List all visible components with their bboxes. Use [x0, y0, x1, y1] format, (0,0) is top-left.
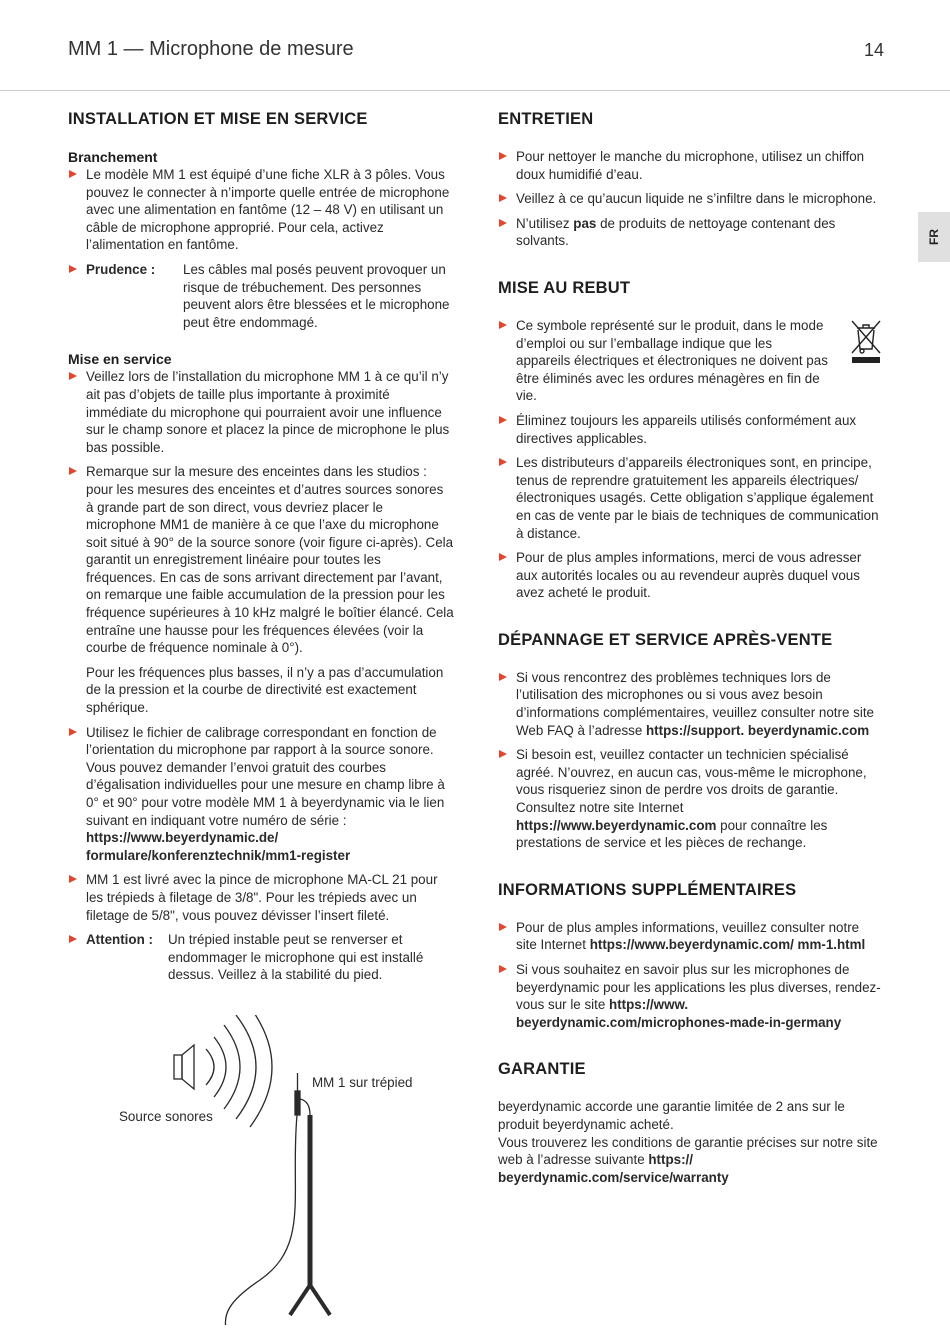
page-header-title: MM 1 — Microphone de mesure — [68, 38, 354, 60]
section-depannage — [498, 629, 882, 852]
subsection-mise-en-service — [68, 350, 454, 984]
attention-label: Attention : — [86, 932, 153, 948]
warranty-text-line: Vous trouverez les conditions de garantie précises sur notre site web à l’adresse suivante — [498, 1134, 878, 1168]
speaker-icon — [174, 1055, 182, 1079]
list-item: Le modèle MM 1 est équipé d’une fiche XLR à 3 pôles. Vous pouvez le connecter à n’importe quelle entrée de microphone avec une alimentation en fantôme (12 – 48 V) en utilisant un câble de microphone approprié. Pour cela, activez l’alimentation en fantôme. — [68, 166, 454, 254]
microphones-link[interactable]: https://www. beyerdynamic.com/microphones-made-in-germany — [516, 997, 842, 1030]
list-item-text: N’utilisez — [516, 215, 574, 231]
section-title-entretien: ENTRETIEN — [498, 110, 594, 128]
section-rebut — [498, 277, 882, 602]
list-item: Veillez lors de l’installation du microphone MM 1 à ce qu’il n’y ait pas d’objets de taille plus importante à proximité immédiate du microphone qui pourraient avoir une influence sur le champ sonore et placez la pince de microphone le plus bas possible. — [68, 368, 454, 456]
list-item-text: Si besoin est, veuillez contacter un technicien spécialisé agréé. N’ouvrez, en aucun cas, vous-même le microphone, vous risqueriez sinon de perdre vos droits de garantie. Consultez notre site Internet — [516, 747, 867, 816]
right-column — [498, 108, 882, 1186]
product-page-link[interactable]: https://www.beyerdynamic.com/ mm-1.html — [589, 937, 866, 953]
list-item — [498, 317, 882, 405]
list-item — [498, 961, 882, 1031]
register-link[interactable]: https://www.beyerdynamic.de/ formulare/konferenztechnik/mm1-register — [86, 830, 351, 863]
caution-text: Les câbles mal posés peuvent provoquer un risque de trébuchement. Des personnes peuvent alors être blessées et le microphone peut être endommagé. — [183, 261, 450, 330]
caution-label: Prudence : — [86, 261, 156, 277]
caution-note — [68, 261, 454, 331]
section-title-garantie: GARANTIE — [498, 1060, 586, 1079]
list-item-text: Si vous rencontrez des problèmes techniques lors de l’utilisation des microphones ou si vous avez besoin d’informations complémentaires, veuillez consulter notre site Web FAQ à l’adresse — [516, 669, 874, 738]
subsection-branchement — [68, 148, 454, 331]
attention-text: Un trépied instable peut se renverser et endommager le microphone qui est installé dessus. Veillez à la stabilité du pied. — [168, 932, 424, 983]
section-title-infos: INFORMATIONS SUPPLÉMENTAIRES — [498, 880, 797, 899]
list-item: Remarque sur la mesure des enceintes dans les studios : pour les mesures des enceintes et d’autres sources sonores à grande part de son direct, vous devriez placer le microphone MM1 de manière à ce que l’axe du microphone soit situé à 90° de la source sonore (voir figure ci-après). Cela garantit un enregistrement linéaire pour toutes les fréquences. En cas de sons arrivant directement par l’avant, on remarque une faible accumulation de la pression pour les fréquence supérieures à 10 kHz malgré le boîtier élancé. Cela entraîne une hausse pour les fréquences élevées (voir la courbe de fréquence nominale à 0°). — [68, 463, 454, 657]
list-item: Pour de plus amples informations, merci de vous adresser aux autorités locales ou au revendeur auprès duquel vous avez acheté le produit. — [498, 549, 882, 602]
list-item-text: Ce symbole représenté sur le produit, dans le mode d’emploi ou sur l’emballage indique que les appareils électriques et électroniques ne doivent pas être éliminés avec les ordures ménagères en fin de vie. — [516, 317, 828, 404]
setup-figure — [110, 1015, 470, 1325]
subsection-title-branchement: Branchement — [68, 149, 158, 165]
list-item — [498, 919, 882, 954]
section-garantie — [498, 1058, 882, 1186]
language-tab-label: FR — [927, 229, 941, 245]
attention-note — [68, 931, 454, 984]
list-item: MM 1 est livré avec la pince de microphone MA-CL 21 pour les trépieds à filetage de 3/8". Pour les trépieds avec un filetage de 5/8", vous pouvez dévisser l’insert fileté. — [68, 871, 454, 924]
microphone-icon — [295, 1091, 300, 1115]
language-tab[interactable] — [918, 212, 950, 262]
warranty-text — [498, 1134, 882, 1187]
header-divider — [0, 90, 950, 91]
figure-label-source: Source sonores — [119, 1109, 213, 1124]
list-item: Veillez à ce qu’aucun liquide ne s’infiltre dans le microphone. — [498, 190, 882, 208]
list-item — [498, 746, 882, 852]
list-item-text: Utilisez le fichier de calibrage correspondant en fonction de l’orientation du microphone par rapport à la source sonore. Vous pouvez demander l’envoi gratuit des courbes d’égalisation individuelles pour une mesure en champ libre à 0° et 90° pour votre modèle MM 1 à beyerdynamic via le lien suivant en indiquant votre numéro de série : — [86, 724, 445, 828]
subsection-title-mise-en-service: Mise en service — [68, 351, 172, 368]
figure-label-mic: MM 1 sur trépied — [312, 1075, 413, 1090]
page-number: 14 — [864, 40, 885, 60]
list-item-text: pour connaître les prestations de service et les pièces de rechange. — [516, 817, 828, 851]
list-item: Les distributeurs d’appareils électroniques sont, en principe, tenus de reprendre gratuitement les appareils électriques/électroniques usagés. Cette obligation s’applique également en cas de vente par le biais de techniques de communication à distance. — [498, 454, 882, 542]
website-link[interactable]: https://www.beyerdynamic.com — [516, 817, 717, 833]
list-item: Pour nettoyer le manche du microphone, utilisez un chiffon doux humidifié d’eau. — [498, 148, 882, 183]
left-column — [68, 108, 454, 991]
section-infos — [498, 879, 882, 1032]
section-title-depannage: DÉPANNAGE ET SERVICE APRÈS-VENTE — [498, 630, 833, 649]
section-title-rebut: MISE AU REBUT — [498, 278, 631, 297]
list-item-text: Si vous souhaitez en savoir plus sur les microphones de beyerdynamic pour les applications les plus diverses, rendez-vous sur le site — [516, 962, 881, 1013]
setup-illustration — [110, 1015, 470, 1325]
list-item — [498, 669, 882, 739]
list-item: Éliminez toujours les appareils utilisés conformément aux directives applicables. — [498, 412, 882, 447]
warranty-text: beyerdynamic accorde une garantie limitée de 2 ans sur le produit beyerdynamic acheté. — [498, 1099, 845, 1132]
section-title-installation: INSTALLATION ET MISE EN SERVICE — [68, 110, 368, 128]
section-entretien — [498, 108, 882, 250]
warranty-link[interactable]: https:// beyerdynamic.com/service/warranty — [498, 1152, 729, 1185]
list-item-text: de produits de nettoyage contenant des solvants. — [516, 215, 836, 249]
crossed-out-wheelie-bin-icon — [850, 319, 882, 365]
list-item-continuation: Pour les fréquences plus basses, il n’y a pas d’accumulation de la pression et la courbe de directivité est exactement sphérique. — [86, 664, 444, 716]
emphasis-text: pas — [573, 215, 597, 231]
list-item — [68, 724, 454, 865]
list-item-text: Pour de plus amples informations, veuillez consulter notre site Internet — [516, 919, 860, 953]
support-link[interactable]: https://support. beyerdynamic.com — [646, 722, 870, 738]
list-item — [498, 215, 882, 250]
